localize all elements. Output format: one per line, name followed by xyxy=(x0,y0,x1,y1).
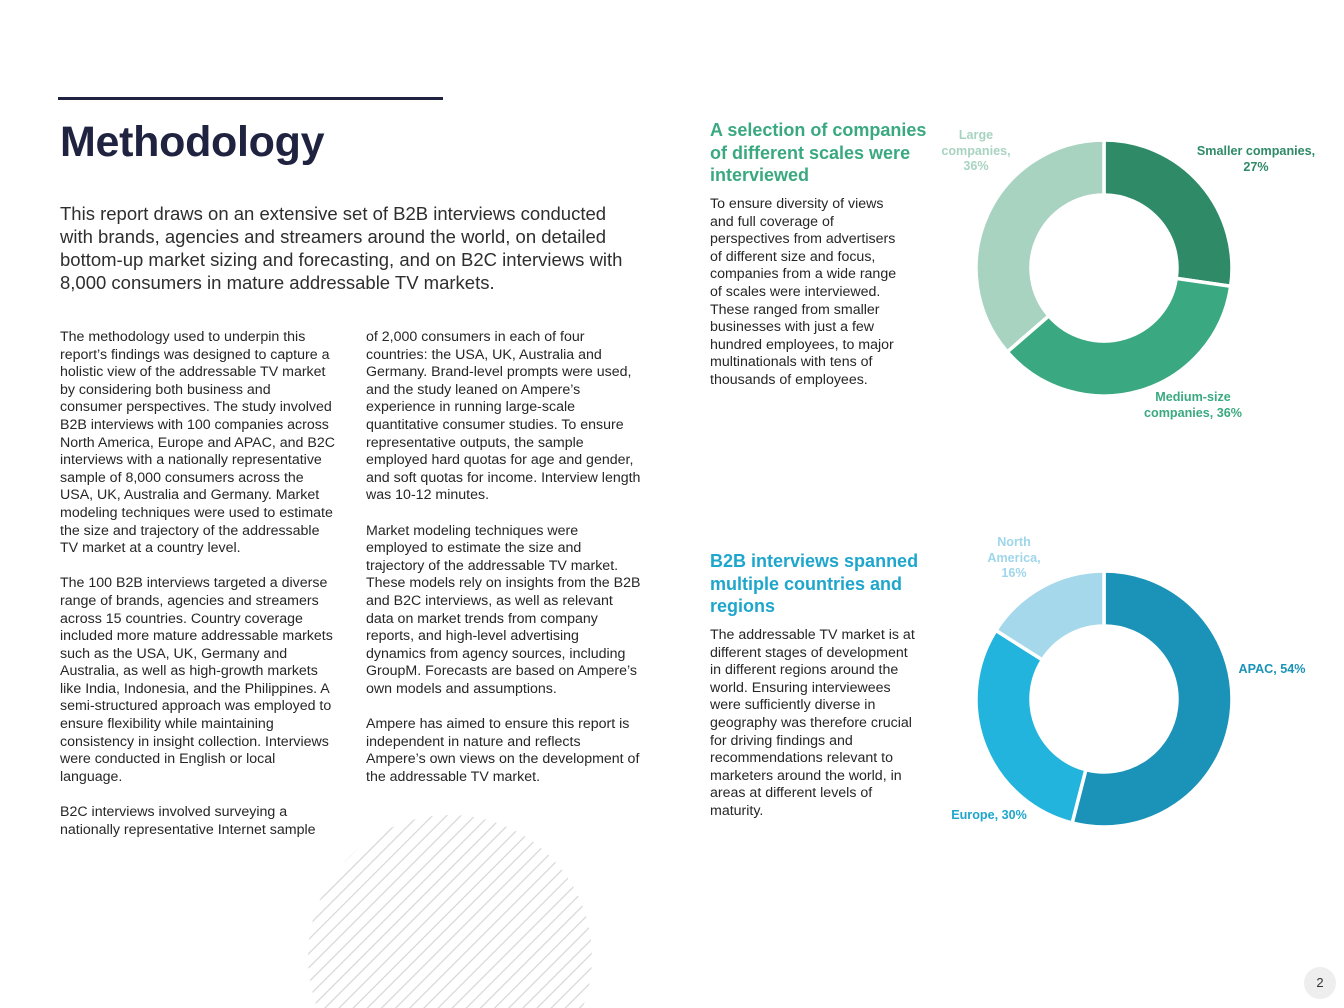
body-paragraph: Ampere has aimed to ensure this report is independent in nature and reflects Ampere’s own views on the development of the addressable TV market. xyxy=(366,716,640,785)
page-number: 2 xyxy=(1304,967,1336,999)
label-smaller-companies: Smaller companies, 27% xyxy=(1196,144,1316,174)
donut-chart-regions xyxy=(973,568,1235,830)
section-title-regions: B2B interviews spanned multiple countries and regions xyxy=(710,551,919,616)
section-text-company-scale: To ensure diversity of views and full coverage of perspectives from advertisers of different size and focus, companies from a wide range of scales were interviewed. These ranged from smaller businesses with just a few hundred employees, to major multinationals with tens of thousands of employees. xyxy=(710,196,897,388)
hatched-circle-decoration xyxy=(308,812,598,1008)
label-apac: APAC, 54% xyxy=(1238,662,1306,676)
section-title-company-scale: A selection of companies of different scales were interviewed xyxy=(710,120,927,185)
body-paragraph: The methodology used to underpin this report’s findings was designed to capture a holistic view of the addressable TV market by considering both business and consumer perspectives. The study involved B2B interviews with 100 companies across North America, Europe and APAC, and B2C interviews with a nationally representative sample of 8,000 consumers across the USA, UK, Australia and Germany. Market modeling techniques were used to estimate the size and trajectory of the addressable TV market at a country level. xyxy=(60,329,335,557)
section-text-regions: The addressable TV market is at different stages of development in different regions around the world. Ensuring interviewees were sufficiently diverse in geography was therefore crucial for driving findings and recommendations relevant to marketers around the world, in areas at different levels of maturity. xyxy=(710,627,915,819)
body-column-1 xyxy=(60,329,335,857)
label-north-america: North America, 16% xyxy=(987,535,1041,580)
body-paragraph: B2C interviews involved surveying a nationally representative Internet sample xyxy=(60,804,316,838)
body-paragraph: Market modeling techniques were employed to estimate the size and trajectory of the addressable TV market. These models rely on insights from the B2B and B2C interviews, as well as relevant data on market trends from company reports, and high-level advertising dynamics from agency sources, including GroupM. Forecasts are based on Ampere’s own models and assumptions. xyxy=(366,522,641,697)
donut-chart-company-scale xyxy=(973,137,1235,399)
label-europe: Europe, 30% xyxy=(951,808,1027,822)
slice-europe xyxy=(976,630,1086,823)
body-paragraph: The 100 B2B interviews targeted a diverse range of brands, agencies and streamers across 15 countries. Country coverage included more mature addressable markets such as the USA, UK, Germany and Australia, as well as high-growth markets like India, Indonesia, and the Philippines. A semi-structured approach was employed to ensure flexibility while maintaining consistency in insight collection. Interviews were conducted in English or local language. xyxy=(60,575,333,785)
slice-medium-size-companies xyxy=(1007,278,1230,396)
body-column-2 xyxy=(366,329,641,804)
label-medium-size-companies: Medium-size companies, 36% xyxy=(1144,390,1242,420)
label-large-companies: Large companies, 36% xyxy=(941,128,1011,173)
top-rule xyxy=(58,97,443,100)
page-title: Methodology xyxy=(60,118,325,166)
body-paragraph: of 2,000 consumers in each of four countries: the USA, UK, Australia and Germany. Brand-level prompts were used, and the study leaned on Ampere’s experience in running large-scale quantitative consumer studies. To ensure representative outputs, the sample employed hard quotas for age and gender, and soft quotas for income. Interview length was 10-12 minutes. xyxy=(366,329,641,504)
intro-paragraph: This report draws on an extensive set of B2B interviews conducted with brands, agencies and streamers around the world, on detailed bottom-up market sizing and forecasting, and on B2C interviews with 8,000 consumers in mature addressable TV markets. xyxy=(60,203,623,293)
